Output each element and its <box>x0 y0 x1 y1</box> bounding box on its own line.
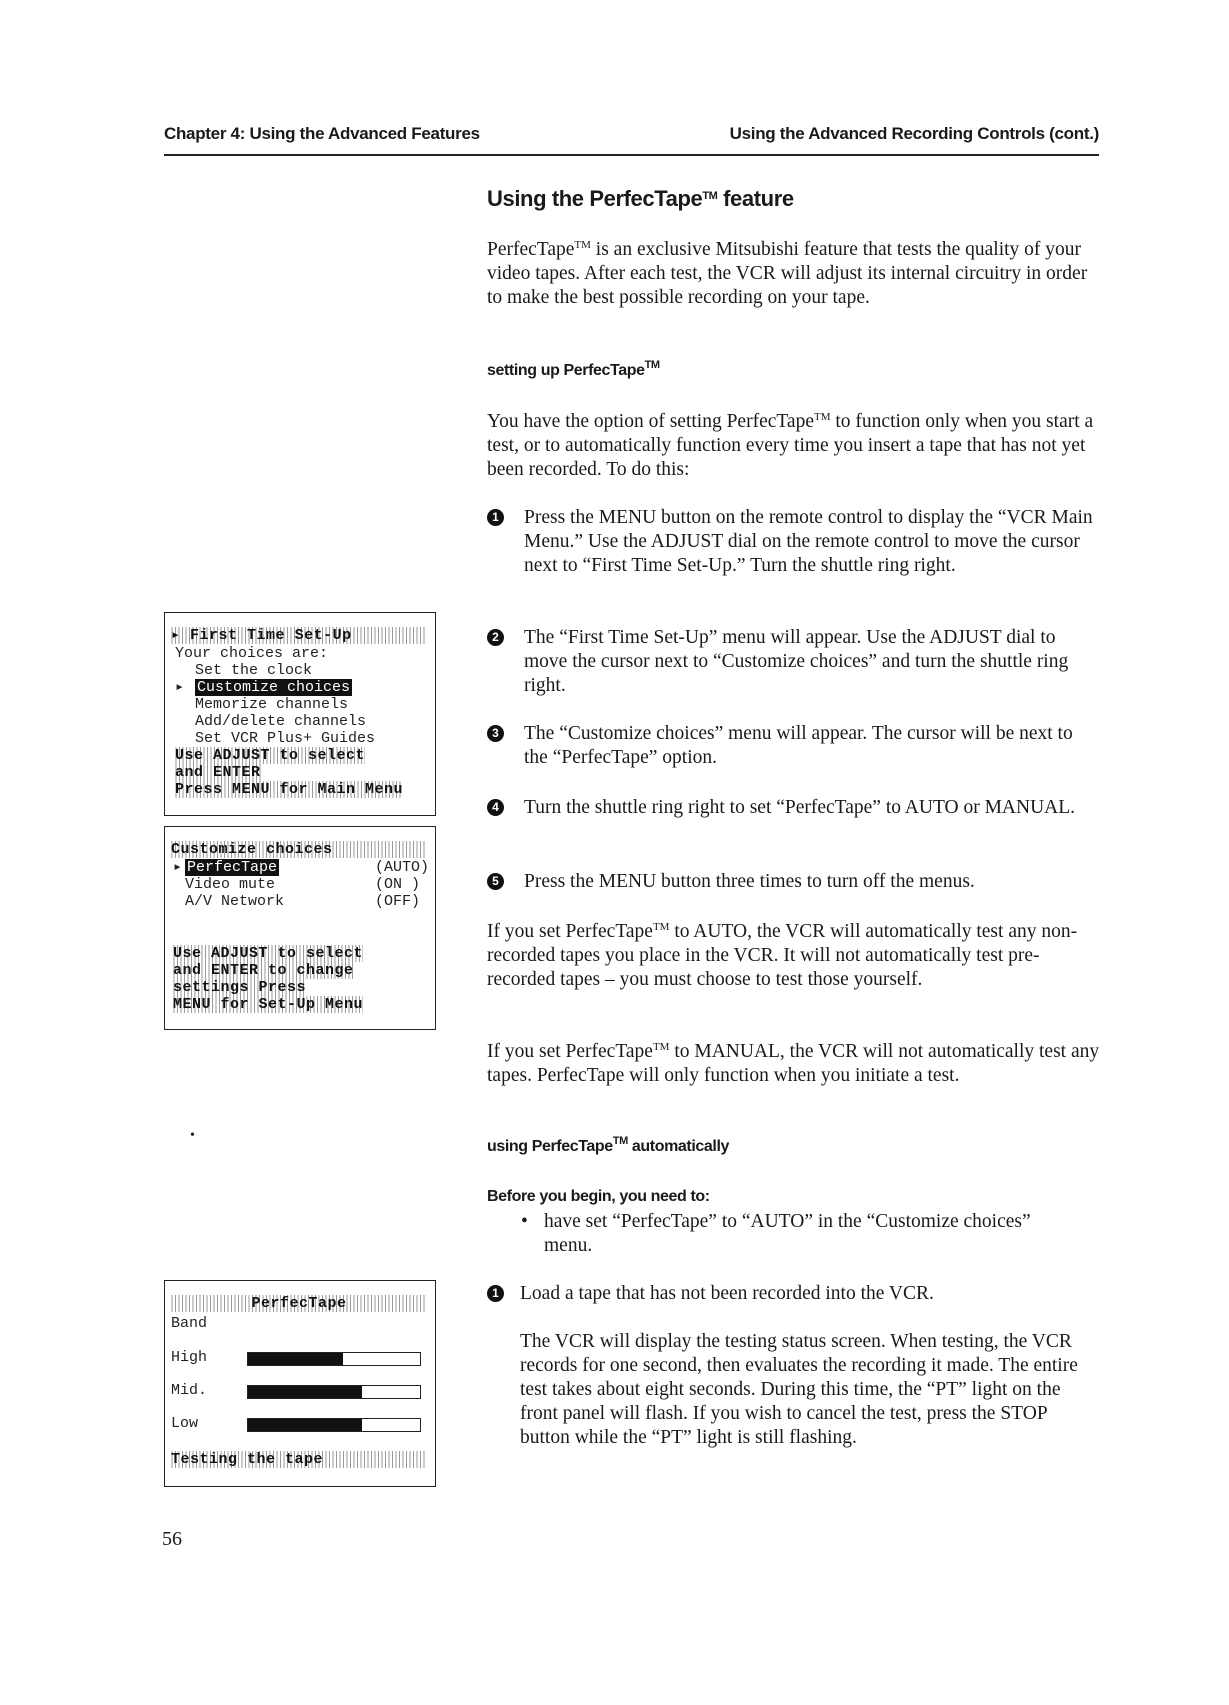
option-label: A/V Network <box>185 893 285 910</box>
screen-line: Memorize channels <box>195 696 349 713</box>
step-number-icon: 5 <box>487 873 504 890</box>
prerequisite-text: have set “PerfecTape” to “AUTO” in the “Customize choices” menu. <box>544 1211 1031 1256</box>
auto-note: If you set PerfecTape™ to AUTO, the VCR will automatically test any non-recorded tapes you place in the VCR. It will not automatically test pre-recorded tapes – you must choose to test those yourself. <box>487 921 1078 990</box>
band-level-bar <box>247 1385 421 1399</box>
step-number-icon: 3 <box>487 725 504 742</box>
testing-status: Testing the tape <box>171 1451 427 1468</box>
step-text: Turn the shuttle ring right to set “PerfecTape” to AUTO or MANUAL. <box>524 797 1076 818</box>
screen-footer: Use ADJUST to select <box>173 945 364 962</box>
band-name: High <box>171 1349 208 1366</box>
band-level-bar <box>247 1418 421 1432</box>
feature-heading: Using the PerfecTape™ feature <box>487 186 794 211</box>
manual-note: If you set PerfecTape™ to MANUAL, the VCR will not automatically test any tapes. PerfecTape will only function when you initiate a test. <box>487 1041 1100 1086</box>
perfectape-test-screen <box>164 1280 436 1487</box>
band-name: Mid. <box>171 1382 208 1399</box>
customize-choices-screen <box>164 826 436 1030</box>
screen-line-selected: Customize choices <box>197 679 351 696</box>
band-level-bar <box>247 1352 421 1366</box>
band-name: Low <box>171 1415 199 1432</box>
step-text: Press the MENU button three times to turn off the menus. <box>524 871 975 892</box>
screen-footer: settings Press <box>173 979 307 996</box>
screen-line: Add/delete channels <box>195 713 367 730</box>
option-value: (OFF) <box>375 893 421 910</box>
step-number-icon: 1 <box>487 1285 504 1302</box>
section-title: Using the Advanced Recording Controls (cont.) <box>729 124 1099 143</box>
screen-title: PerfecTape <box>171 1295 427 1312</box>
screen-line: Set VCR Plus+ Guides <box>195 730 376 747</box>
option-value: (AUTO) <box>375 859 430 876</box>
screen-title: ▸ First Time Set-Up <box>171 627 427 644</box>
intro-paragraph: PerfecTape™ is an exclusive Mitsubishi feature that tests the quality of your video tapes. After each test, the VCR will adjust its internal circuitry in order to make the best possible recording on your tape. <box>487 239 1088 308</box>
screen-footer: Use ADJUST to select <box>175 747 366 764</box>
screen-footer: MENU for Set-Up Menu <box>173 996 364 1013</box>
band-label: Band <box>171 1315 208 1332</box>
step-text: The “Customize choices” menu will appear. The cursor will be next to the “PerfecTape” option. <box>524 723 1073 768</box>
bullet-icon: • <box>521 1211 528 1232</box>
screen-footer: Press MENU for Main Menu <box>175 781 404 798</box>
auto-heading: using PerfecTape™ automatically <box>487 1135 729 1155</box>
setup-step <box>487 506 1101 578</box>
option-value: (ON ) <box>375 876 421 893</box>
screen-footer: and ENTER <box>175 764 261 781</box>
setup-step <box>487 796 1101 820</box>
cursor-icon: ▸ <box>175 679 185 696</box>
step-number-icon: 1 <box>487 509 504 526</box>
setup-paragraph: You have the option of setting PerfecTape™ to function only when you start a test, or to automatically function every time you insert a tape that has not yet been recorded. To do this: <box>487 411 1094 480</box>
setup-step <box>487 626 1101 698</box>
prerequisite-item <box>521 1210 1081 1258</box>
step-text: Press the MENU button on the remote control to display the “VCR Main Menu.” Use the ADJUST dial on the remote control to move the cursor next to “First Time Set-Up.” Turn the shuttle ring right. <box>524 507 1093 576</box>
setup-heading: setting up PerfecTape™ <box>487 359 660 379</box>
screen-line: Set the clock <box>195 662 313 679</box>
setup-step <box>487 722 1101 770</box>
chapter-title: Chapter 4: Using the Advanced Features <box>164 124 480 143</box>
step-number-icon: 2 <box>487 629 504 646</box>
page-header <box>164 122 1099 156</box>
option-label-selected: PerfecTape <box>187 859 278 876</box>
page-number: 56 <box>162 1528 182 1550</box>
cursor-icon: ▸ <box>173 859 183 876</box>
setup-step <box>487 870 1101 894</box>
screen-title: Customize choices <box>171 841 427 858</box>
before-heading: Before you begin, you need to: <box>487 1188 710 1205</box>
step-text: Load a tape that has not been recorded into the VCR. <box>520 1283 934 1304</box>
stray-mark: • <box>190 1128 195 1143</box>
screen-line: Your choices are: <box>175 645 329 662</box>
first-time-setup-screen <box>164 612 436 816</box>
step-text: The “First Time Set-Up” menu will appear. Use the ADJUST dial to move the cursor next to “Customize choices” and turn the shuttle ring right. <box>524 627 1069 696</box>
step-number-icon: 4 <box>487 799 504 816</box>
option-label: Video mute <box>185 876 276 893</box>
auto-step <box>487 1282 1101 1306</box>
screen-footer: and ENTER to change <box>173 962 354 979</box>
auto-detail: The VCR will display the testing status screen. When testing, the VCR records for one second, then evaluates the recording it made. The entire test takes about eight seconds. During this time, the “PT” light on the front panel will flash. If you wish to cancel the test, press the STOP button while the “PT” light is still flashing. <box>520 1331 1078 1448</box>
